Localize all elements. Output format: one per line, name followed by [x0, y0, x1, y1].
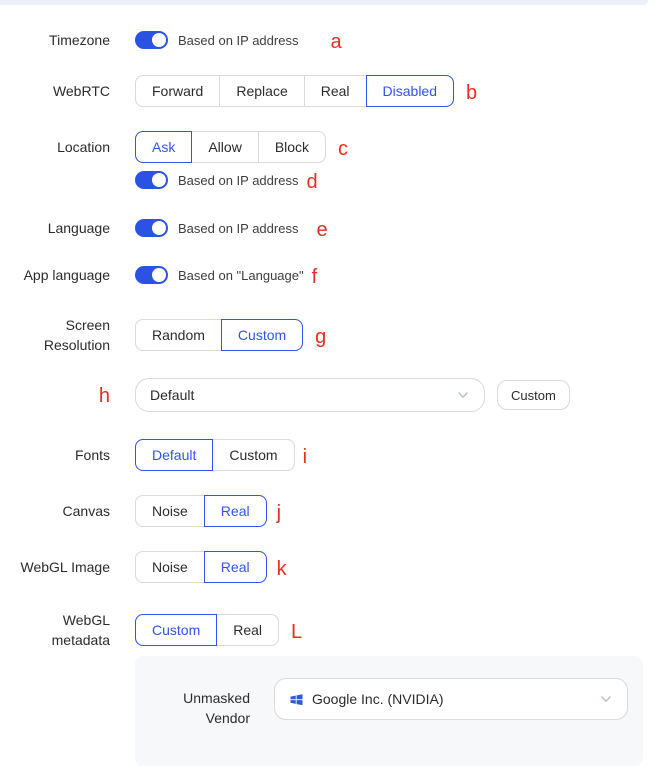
canvas-option-real[interactable]: Real	[204, 495, 267, 527]
location-option-block[interactable]: Block	[258, 132, 325, 162]
annotation-a: a	[330, 31, 342, 54]
language-toggle-text: Based on IP address	[178, 220, 299, 236]
annotation-j: j	[276, 502, 282, 524]
row-location	[0, 131, 662, 163]
location-label: Location	[57, 138, 110, 155]
webrtc-option-forward[interactable]: Forward	[136, 76, 219, 106]
webgl-image-option-real[interactable]: Real	[204, 551, 267, 583]
location-ip-toggle[interactable]	[135, 171, 168, 189]
row-webgl-image	[0, 551, 662, 583]
screen-resolution-option-custom[interactable]: Custom	[221, 319, 303, 351]
chevron-down-icon	[599, 692, 613, 706]
fonts-option-default[interactable]: Default	[135, 439, 213, 471]
row-webgl-metadata	[0, 610, 662, 651]
fonts-option-custom[interactable]: Custom	[213, 440, 293, 470]
screen-resolution-label: Screen Resolution	[43, 317, 110, 354]
canvas-segmented	[135, 495, 267, 527]
app-language-toggle-text: Based on "Language"	[178, 267, 304, 283]
language-toggle[interactable]	[135, 219, 168, 237]
row-location-ip	[0, 170, 662, 193]
timezone-label: Timezone	[49, 32, 110, 48]
row-webrtc	[0, 75, 662, 107]
annotation-b: b	[466, 82, 478, 104]
top-strip-decoration	[0, 0, 648, 5]
row-timezone	[0, 30, 662, 54]
windows-logo-icon	[289, 692, 304, 707]
app-language-toggle[interactable]	[135, 266, 168, 284]
webgl-image-segmented	[135, 551, 267, 583]
webrtc-segmented	[135, 75, 454, 107]
row-app-language	[0, 265, 662, 289]
fonts-label: Fonts	[74, 446, 110, 463]
webgl-metadata-option-custom[interactable]: Custom	[135, 614, 217, 646]
annotation-k: k	[276, 558, 287, 580]
resolution-dropdown-value: Default	[150, 387, 195, 403]
row-language	[0, 218, 662, 242]
annotation-f: f	[311, 266, 318, 289]
screen-resolution-option-random[interactable]: Random	[136, 320, 221, 350]
chevron-down-icon	[456, 388, 470, 402]
annotation-c: c	[338, 138, 349, 160]
timezone-toggle[interactable]	[135, 31, 168, 49]
webrtc-label: WebRTC	[52, 82, 110, 99]
webgl-metadata-subpanel	[135, 656, 643, 766]
webgl-metadata-option-real[interactable]: Real	[217, 615, 278, 645]
annotation-g: g	[315, 326, 327, 349]
location-ip-toggle-text: Based on IP address	[178, 172, 299, 188]
row-fonts	[0, 439, 662, 471]
resolution-dropdown[interactable]	[135, 378, 485, 412]
webrtc-option-replace[interactable]: Replace	[219, 76, 303, 106]
annotation-d: d	[306, 171, 318, 193]
fonts-segmented	[135, 439, 295, 471]
unmasked-vendor-label: Unmasked Vendor	[183, 690, 250, 727]
app-language-label: App language	[23, 267, 110, 283]
row-resolution-select	[0, 378, 662, 412]
unmasked-vendor-dropdown[interactable]	[274, 678, 628, 720]
location-segmented	[135, 131, 326, 163]
webrtc-option-real[interactable]: Real	[304, 76, 366, 106]
timezone-toggle-text: Based on IP address	[178, 32, 299, 48]
location-option-allow[interactable]: Allow	[192, 132, 257, 162]
webgl-metadata-segmented	[135, 614, 279, 646]
webgl-image-label: WebGL Image	[20, 558, 110, 575]
annotation-l: L	[291, 621, 303, 644]
screen-resolution-segmented	[135, 319, 303, 351]
webgl-metadata-label: WebGL metadata	[51, 612, 110, 649]
row-screen-resolution	[0, 315, 662, 356]
row-canvas	[0, 495, 662, 527]
annotation-h: h	[98, 385, 110, 408]
location-option-ask[interactable]: Ask	[135, 131, 192, 163]
language-label: Language	[47, 220, 110, 236]
resolution-custom-button[interactable]: Custom	[497, 380, 570, 410]
canvas-option-noise[interactable]: Noise	[136, 496, 204, 526]
canvas-label: Canvas	[62, 502, 110, 519]
annotation-e: e	[316, 219, 328, 242]
webgl-image-option-noise[interactable]: Noise	[136, 552, 204, 582]
webrtc-option-disabled[interactable]: Disabled	[366, 75, 454, 107]
unmasked-vendor-value: Google Inc. (NVIDIA)	[312, 691, 444, 707]
annotation-i: i	[302, 446, 308, 468]
